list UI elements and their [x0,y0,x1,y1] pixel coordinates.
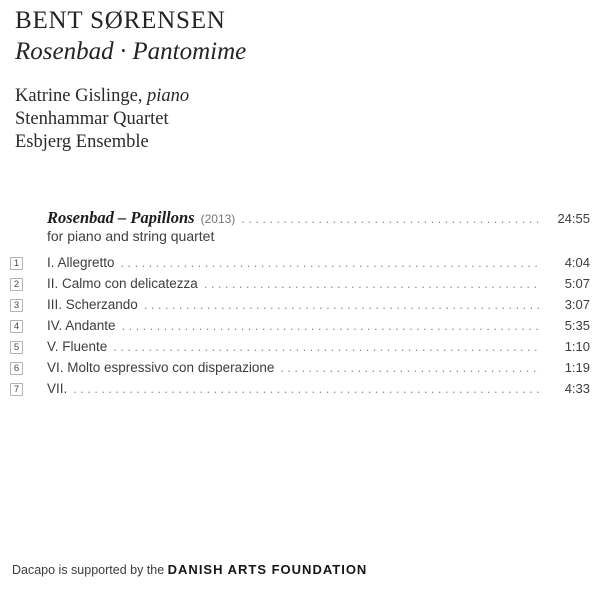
track-number-box: 7 [10,383,23,396]
performer-name: Esbjerg Ensemble [15,132,149,152]
tracklist [10,206,590,400]
performer-list [15,85,246,154]
track-number-box: 5 [10,341,23,354]
dotted-leader [241,211,541,226]
track-number-box: 2 [10,278,23,291]
composer-name: BENT SØRENSEN [15,7,226,34]
performer-name: Stenhammar Quartet [15,109,169,129]
performer-name: Katrine Gislinge, [15,86,143,106]
track-title: IV. Andante [47,318,116,333]
track-duration: 1:10 [564,339,590,354]
track-title: VI. Molto espressivo con disperazione [47,360,275,375]
performer-esbjerg-ensemble [15,131,246,154]
track-duration: 4:33 [564,381,590,396]
work-subtitle-row [10,227,590,247]
track-title: II. Calmo con delicatezza [47,276,198,291]
track-row [10,337,590,358]
track-duration: 1:19 [564,360,590,375]
work-title: Rosenbad – Papillons [47,208,195,227]
dotted-leader [144,297,541,312]
dotted-leader [73,381,541,396]
support-credit [12,562,367,577]
track-row [10,316,590,337]
dotted-leader [280,360,541,375]
performer-gislinge [15,85,246,108]
track-title: I. Allegretto [47,255,115,270]
track-duration: 4:04 [564,255,590,270]
work-subtitle: for piano and string quartet [47,228,215,244]
danish-arts-foundation-label: DANISH ARTS FOUNDATION [167,562,368,577]
dotted-leader [122,318,541,333]
track-number-box: 1 [10,257,23,270]
dotted-leader [204,276,541,291]
track-title: III. Scherzando [47,297,138,312]
track-duration: 3:07 [564,297,590,312]
dotted-leader [113,339,541,354]
work-duration: 24:55 [557,211,590,226]
support-credit-text: Dacapo is supported by the [12,563,168,577]
track-row [10,358,590,379]
track-title: V. Fluente [47,339,108,354]
track-row [10,253,590,274]
album-header [15,5,246,154]
track-duration: 5:35 [564,318,590,333]
track-duration: 5:07 [564,276,590,291]
album-title: Rosenbad · Pantomime [15,38,247,65]
work-year: (2013) [200,212,236,226]
track-row [10,274,590,295]
track-row [10,379,590,400]
performer-role: piano [147,86,190,106]
dotted-leader [121,255,541,270]
work-heading-row [10,206,590,227]
track-title: VII. [47,381,68,396]
track-row [10,295,590,316]
track-number-box: 3 [10,299,23,312]
track-number-box: 4 [10,320,23,333]
performer-stenhammar-quartet [15,108,246,131]
track-number-box: 6 [10,362,23,375]
